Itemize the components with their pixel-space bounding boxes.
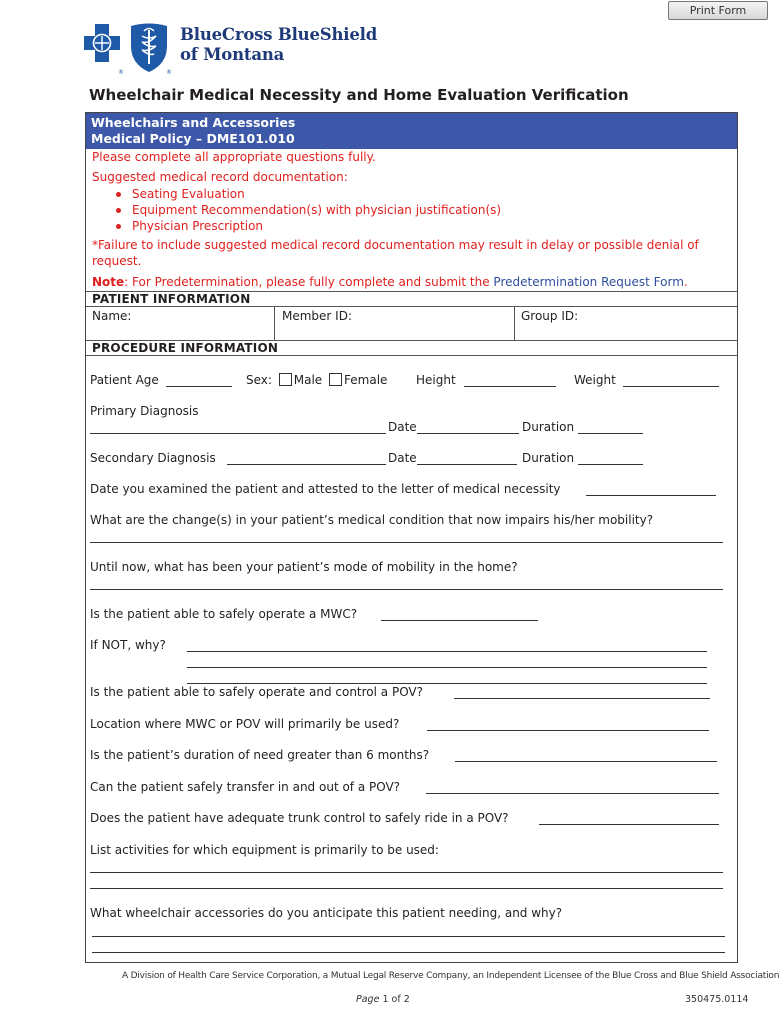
duration-need-question: Is the patient’s duration of need greater than 6 months? bbox=[90, 748, 430, 762]
if-not-field-2[interactable] bbox=[187, 667, 707, 668]
mwc-field[interactable] bbox=[381, 620, 538, 621]
page-number: 1 bbox=[382, 994, 389, 1005]
primary-date-label: Date bbox=[388, 420, 417, 434]
org-name bbox=[180, 25, 377, 65]
activities-field-1[interactable] bbox=[90, 872, 723, 873]
weight-label: Weight bbox=[574, 373, 616, 387]
member-id-field[interactable]: Member ID: bbox=[282, 309, 352, 323]
trunk-control-field[interactable] bbox=[539, 824, 719, 825]
mobility-mode-field[interactable] bbox=[90, 589, 723, 590]
page-of: of 2 bbox=[391, 994, 410, 1005]
primary-date-field[interactable] bbox=[417, 433, 519, 434]
accessories-field-2[interactable] bbox=[92, 952, 725, 953]
instruction-complete-all: Please complete all appropriate questions fully. bbox=[92, 150, 376, 164]
condition-changes-field[interactable] bbox=[90, 542, 723, 543]
date-examined-field[interactable] bbox=[586, 495, 716, 496]
location-question: Location where MWC or POV will primarily be used? bbox=[90, 717, 400, 731]
accessories-question: What wheelchair accessories do you anticipate this patient needing, and why? bbox=[90, 906, 563, 920]
if-not-field-1[interactable] bbox=[187, 651, 707, 652]
note-label: Note bbox=[92, 275, 125, 289]
patient-age-label: Patient Age bbox=[90, 373, 159, 387]
duration-need-field[interactable] bbox=[455, 761, 717, 762]
female-label: Female bbox=[344, 373, 388, 387]
procedure-info-heading: PROCEDURE INFORMATION bbox=[92, 341, 279, 355]
print-form-button[interactable]: Print Form bbox=[668, 1, 768, 20]
predetermination-note bbox=[92, 275, 688, 289]
condition-changes-question: What are the change(s) in your patient’s medical condition that now impairs his/her mobility? bbox=[90, 513, 654, 527]
primary-diagnosis-label: Primary Diagnosis bbox=[90, 404, 199, 418]
group-id-field[interactable]: Group ID: bbox=[521, 309, 579, 323]
page-indicator bbox=[356, 994, 410, 1005]
secondary-date-field[interactable] bbox=[417, 464, 517, 465]
pov-question: Is the patient able to safely operate and control a POV? bbox=[90, 685, 424, 699]
mwc-question: Is the patient able to safely operate a MWC? bbox=[90, 607, 358, 621]
transfer-field[interactable] bbox=[426, 793, 719, 794]
org-name-line1: BlueCross BlueShield bbox=[180, 25, 378, 44]
secondary-duration-field[interactable] bbox=[578, 464, 643, 465]
secondary-duration-label: Duration bbox=[522, 451, 575, 465]
form-container bbox=[85, 112, 738, 963]
primary-duration-label: Duration bbox=[522, 420, 575, 434]
page-word: Page bbox=[356, 994, 380, 1005]
date-examined-question: Date you examined the patient and attested to the letter of medical necessity bbox=[90, 482, 561, 496]
female-checkbox[interactable] bbox=[329, 373, 342, 386]
secondary-diagnosis-label: Secondary Diagnosis bbox=[90, 451, 216, 465]
primary-duration-field[interactable] bbox=[578, 433, 643, 434]
primary-diagnosis-field[interactable] bbox=[90, 433, 386, 434]
location-field[interactable] bbox=[427, 730, 709, 731]
male-checkbox[interactable] bbox=[279, 373, 292, 386]
org-name-line2: of Montana bbox=[180, 45, 285, 64]
secondary-date-label: Date bbox=[388, 451, 417, 465]
suggested-docs-list bbox=[113, 186, 501, 234]
blue-cross-logo-icon bbox=[82, 22, 122, 76]
footer-division-text: A Division of Health Care Service Corporation, a Mutual Legal Reserve Company, an Independent Licensee of the Blue Cross and Blue Shield Association bbox=[122, 971, 779, 981]
patient-age-field[interactable] bbox=[166, 386, 232, 387]
note-end: . bbox=[683, 275, 688, 289]
svg-text:®: ® bbox=[166, 69, 172, 76]
note-text: : For Predetermination, please fully complete and submit the bbox=[124, 275, 494, 289]
trunk-control-question: Does the patient have adequate trunk control to safely ride in a POV? bbox=[90, 811, 509, 825]
predetermination-form-link[interactable]: Predetermination Request Form bbox=[493, 275, 684, 289]
failure-note-line1: *Failure to include suggested medical record documentation may result in delay or possible denial of bbox=[92, 238, 699, 252]
transfer-question: Can the patient safely transfer in and out of a POV? bbox=[90, 780, 401, 794]
pov-field[interactable] bbox=[454, 698, 710, 699]
failure-note-line2: request. bbox=[92, 254, 142, 268]
sex-label: Sex: bbox=[246, 373, 272, 387]
activities-question: List activities for which equipment is primarily to be used: bbox=[90, 843, 439, 857]
suggested-heading: Suggested medical record documentation: bbox=[92, 170, 348, 184]
sex-group bbox=[246, 373, 387, 387]
patient-info-heading: PATIENT INFORMATION bbox=[92, 292, 251, 306]
mobility-mode-question: Until now, what has been your patient’s mode of mobility in the home? bbox=[90, 560, 518, 574]
height-label: Height bbox=[416, 373, 456, 387]
suggested-doc-item: Equipment Recommendation(s) with physician justification(s) bbox=[113, 202, 501, 218]
secondary-diagnosis-field[interactable] bbox=[227, 464, 386, 465]
policy-band bbox=[86, 113, 737, 149]
activities-field-2[interactable] bbox=[90, 888, 723, 889]
form-title: Wheelchair Medical Necessity and Home Evaluation Verification bbox=[89, 86, 629, 104]
blue-shield-logo-icon bbox=[128, 22, 170, 76]
band-line2: Medical Policy – DME101.010 bbox=[91, 131, 295, 146]
weight-field[interactable] bbox=[623, 386, 719, 387]
band-line1: Wheelchairs and Accessories bbox=[91, 115, 296, 130]
if-not-question: If NOT, why? bbox=[90, 638, 166, 652]
name-field[interactable]: Name: bbox=[92, 309, 132, 323]
form-code: 350475.0114 bbox=[685, 994, 749, 1005]
male-label: Male bbox=[293, 373, 323, 387]
height-field[interactable] bbox=[464, 386, 556, 387]
svg-text:®: ® bbox=[118, 69, 124, 76]
suggested-doc-item: Seating Evaluation bbox=[113, 186, 501, 202]
accessories-field-1[interactable] bbox=[92, 936, 725, 937]
suggested-doc-item: Physician Prescription bbox=[113, 218, 501, 234]
if-not-field-3[interactable] bbox=[187, 683, 707, 684]
